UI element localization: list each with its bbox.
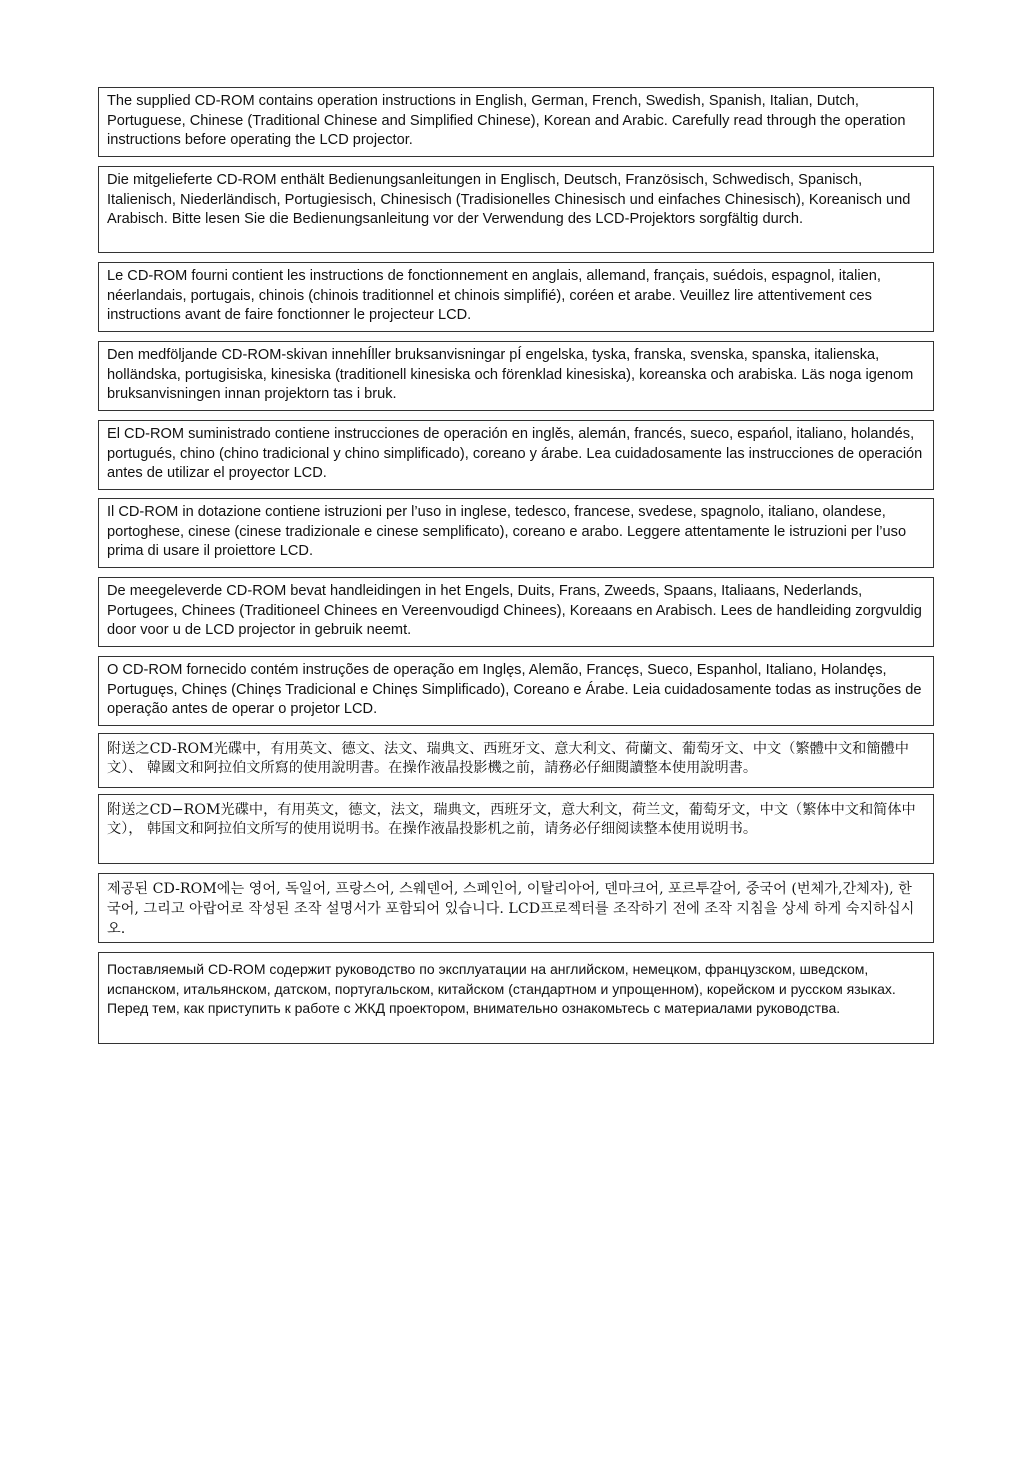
notice-korean: 제공된 CD-ROM에는 영어, 독일어, 프랑스어, 스웨덴어, 스페인어, 이탈리아어, 덴마크어, 포르투갈어, 중국어 (번체가,간체자), 한국어, 그리고 아랍어로 작성된 조작 설명서가 포함되어 있습니다. LCD프로젝터를 조작하기 전에 조작 지침을 상세 하게 숙지하십시오.: [98, 873, 934, 943]
notice-simplified-chinese: 附送之CD−ROM光碟中，有用英文，德文，法文，瑞典文，西班牙文，意大利文，荷兰文，葡萄牙文，中文（繁体中文和简体中文）， 韩国文和阿拉伯文所写的使用说明书。在操作液晶投影机之前，请务必仔细阅读整本使用说明书。: [98, 794, 934, 864]
notice-portuguese: O CD-ROM fornecido contém instruções de operação em Inglęs, Alemão, Francęs, Sueco, Espanhol, Italiano, Holandęs, Portuguęs, Chinęs (Chinęs Tradicional e Chinęs Simplificado), Coreano e Árabe. Leia cuidadosamente todas as instruções de operação antes de operar o projetor LCD.: [98, 656, 934, 726]
notice-french: Le CD-ROM fourni contient les instructions de fonctionnement en anglais, allemand, français, suédois, espagnol, italien, néerlandais, portugais, chinois (chinois traditionnel et chinois simplifié), coréen et arabe. Veuillez lire attentivement ces instructions avant de faire fonctionner le projecteur LCD.: [98, 262, 934, 332]
notice-traditional-chinese: 附送之CD-ROM光碟中，有用英文、德文、法文、瑞典文、西班牙文、意大利文、荷蘭文、葡萄牙文、中文（繁體中文和簡體中文）、 韓國文和阿拉伯文所寫的使用說明書。在操作液晶投影機之前，請務必仔細閱讀整本使用說明書。: [98, 733, 934, 788]
notice-italian: Il CD-ROM in dotazione contiene istruzioni per l’uso in inglese, tedesco, francese, svedese, spagnolo, italiano, olandese, portoghese, cinese (cinese tradizionale e cinese semplificato), coreano e arabo. Leggere attentamente le istruzioni per l’uso prima di usare il proiettore LCD.: [98, 498, 934, 568]
notice-russian: Поставляемый CD-ROM содержит руководство по эксплуатации на английском, немецком, французском, шведском, испанском, итальянском, датском, португальском, китайском (стандартном и упрощенном), корейском и русском языках. Перед тем, как приступить к работе с ЖКД проектором, внимательно ознакомьтесь с материалами руководства.: [98, 952, 934, 1044]
notice-swedish: Den medföljande CD-ROM-skivan innehÍller bruksanvisningar pÍ engelska, tyska, franska, svenska, spanska, italienska, holländska, portugisiska, kinesiska (traditionell kinesiska och förenklad kinesiska), koreanska och arabiska. Läs noga igenom bruksanvisningen innan projektorn tas i bruk.: [98, 341, 934, 411]
notice-german: Die mitgelieferte CD-ROM enthält Bedienungsanleitungen in Englisch, Deutsch, Französisch, Schwedisch, Spanisch, Italienisch, Niederländisch, Portugiesisch, Chinesisch (Tradisionelles Chinesisch und einfaches Chinesisch), Koreanisch und Arabisch. Bitte lesen Sie die Bedienungsanleitung vor der Verwendung des LCD-Projektors sorgfältig durch.: [98, 166, 934, 253]
notice-english: The supplied CD-ROM contains operation instructions in English, German, French, Swedish, Spanish, Italian, Dutch, Portuguese, Chinese (Traditional Chinese and Simplified Chinese), Korean and Arabic. Carefully read through the operation instructions before operating the LCD projector.: [98, 87, 934, 157]
notice-dutch: De meegeleverde CD-ROM bevat handleidingen in het Engels, Duits, Frans, Zweeds, Spaans, Italiaans, Nederlands, Portugees, Chinees (Traditioneel Chinees en Vereenvoudigd Chinees), Koreaans en Arabisch. Lees de handleiding zorgvuldig door voor u de LCD projector in gebruik neemt.: [98, 577, 934, 647]
notice-spanish: El CD-ROM suministrado contiene instrucciones de operación en inglěs, alemán, francés, sueco, espańol, italiano, holandés, portugués, chino (chino tradicional y chino simplificado), coreano y árabe. Lea cuidadosamente las instrucciones de operación antes de utilizar el proyector LCD.: [98, 420, 934, 490]
